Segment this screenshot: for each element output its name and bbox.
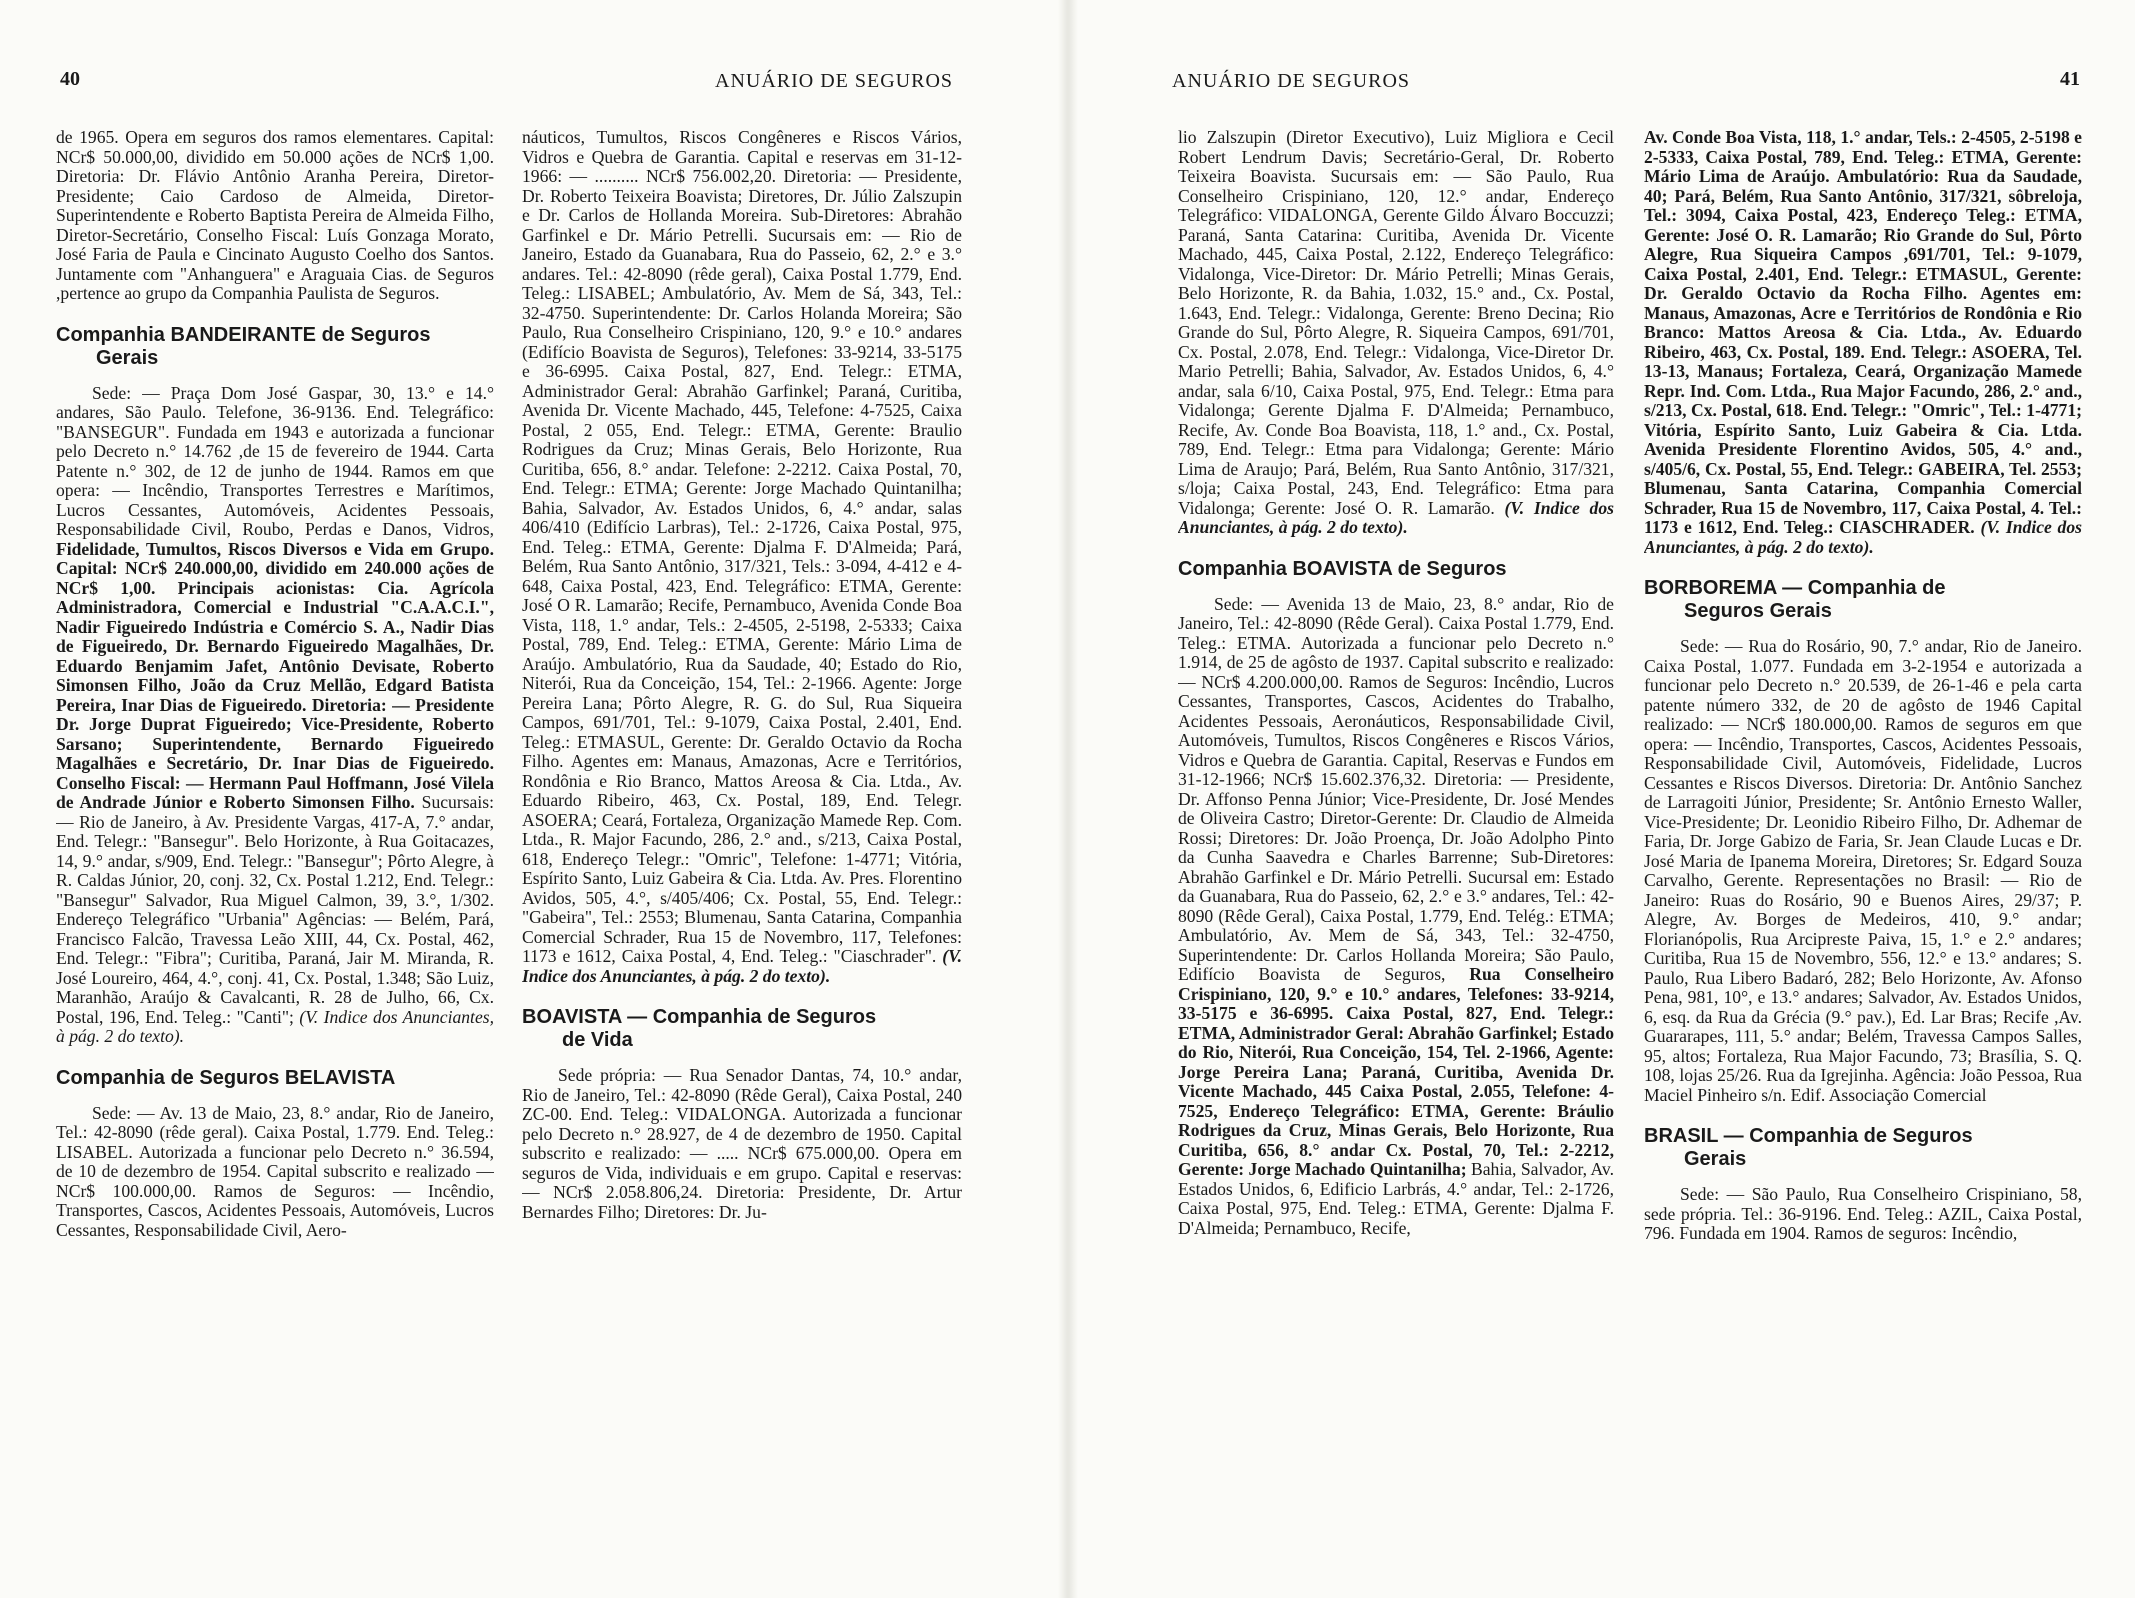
- section-heading-borborema: [1644, 577, 2082, 623]
- bold-text-run: Fidelidade, Tumultos, Riscos Diversos e Vida em Grupo. Capital: NCr$ 240.000,00, dividido em 240.000 ações de NCr$ 1,00. Principais acionistas: Cia. Agrícola Administradora, Comercial e Industrial "C.A.A.C.I.", Nadir Figueiredo Indústria e Comércio S. A., Nadir Dias de Figueiredo, Dr. Bernardo Figueiredo Magalhães, Dr. Eduardo Benjamim Jafet, Antônio Devisate, Roberto Simonsen Filho, João da Cruz Mellão, Edgard Batista Pereira, Inar Dias de Figueiredo. Diretoria: — Presidente Dr. Jorge Duprat Figueiredo; Vice-Presidente, Roberto Sarsano; Superintendente, Bernardo Figueiredo Magalhães e Secretário, Dr. Inar Dias de Figueiredo. Conselho Fiscal: — Hermann Paul Hoffmann, José Vilela de Andrade Júnior e Roberto Simonsen Filho.: [56, 538, 494, 812]
- paragraph: [1178, 595, 1614, 1239]
- left-page-column-1: [56, 128, 494, 1588]
- text-run: lio Zalszupin (Diretor Executivo), Luiz Migliora e Cecil Robert Lendrum Davis; Secretário-Geral, Dr. Roberto Teixeira Boavista. Sucursais em: — São Paulo, Rua Conselheiro Crispiniano, 120, 12.° andar, Endereço Telegráfico: VIDALONGA, Gerente Gildo Álvaro Boccuzzi; Paraná, Santa Catarina: Curitiba, Avenida Dr. Vicente Machado, 445, Caixa Postal, 2.122, Endereço Telegráfico: Vidalonga, Vice-Diretor: Dr. Mário Petrelli; Minas Gerais, Belo Horizonte, R. da Bahia, 1.032, 15.° and., Cx. Postal, 1.643, End. Telegr.: Vidalonga, Gerente: Breno Decina; Rio Grande do Sul, Pôrto Alegre, R. Siqueira Campos, 691/701, Cx. Postal, 2.078, End. Telegr.: Vidalonga, Vice-Diretor Dr. Mario Petrelli; Bahia, Salvador, Av. Estados Unidos, 6, 4.° andar, sala 6/10, Caixa Postal, 975, End. Telegr.: Etma para Vidalonga; Gerente Djalma F. D'Almeida; Pernambuco, Recife, Av. Conde Boa Boavista, 118, 1.° and., Cx. Postal, 789, End. Telegr.: Etma para Vidalonga; Gerente: Mário Lima de Araujo; Pará, Belém, Rua Santo Antônio, 317/321, s/loja; Caixa Postal, 243, End. Telegráfico: Etma para Vidalonga; Gerente: José O. R. Lamarão.: [1178, 128, 1614, 518]
- section-heading-boavista-vida: [522, 1006, 962, 1052]
- paragraph: de 1965. Opera em seguros dos ramos elementares. Capital: NCr$ 50.000,00, dividido em 50.000 ações de NCr$ 1,00. Diretoria: Dr. Flávio Antônio Aranha Pereira, Diretor-Presidente; Caio Cardoso de Almeida, Diretor-Superintendente e Roberto Baptista Pereira de Almeida Filho, Diretor-Secretário, Conselho Fiscal: Luís Gonzaga Morato, José Faria de Paula e Cincinato Augusto Coelho dos Santos. Juntamente com "Anhanguera" e Araguaia Cias. de Seguros ,pertence ao grupo da Companhia Paulista de Seguros.: [56, 128, 494, 303]
- italic-reference: (V. Indice dos Anunciantes, à pág. 2 do texto).: [522, 946, 962, 986]
- bold-text-run: Rua Conselheiro Crispiniano, 120, 9.° e 10.° andares, Telefones: 33-9214, 33-5175 e 36-6995. Caixa Postal, 827, End. Telegr.: ETMA, Administrador Geral: Abrahão Garfinkel; Estado do Rio, Niterói, Rua Conceição, 154, Tel. 2-1966, Agente: Jorge Pereira Lana; Paraná, Curitiba, Avenida Dr. Vicente Machado, 445 Caixa Postal, 2.055, Telefone: 4-7525, Endereço Telegráfico: ETMA, Gerente: Bráulio Rodrigues da Cruz, Minas Gerais, Belo Horizonte, Rua Curitiba, 656, 8.° andar Cx. Postal, 70, Tel.: 2-2212, Gerente: Jorge Machado Quintanilha;: [1178, 964, 1614, 1179]
- paragraph: [1644, 128, 2082, 557]
- heading-line: de Vida: [562, 1029, 633, 1051]
- text-run: Bahia, Salvador, Av. Estados Unidos, 6, Edificio Larbrás, 4.° andar, Tel.: 2-1726, Caixa Postal, 975, End. Teleg.: ETMA, Gerente: Djalma F. D'Almeida; Pernambuco, Recife,: [1178, 1159, 1614, 1238]
- heading-line: Companhia de Seguros BELAVISTA: [56, 1066, 396, 1089]
- italic-reference: (V. Indice dos Anunciantes, à pág. 2 do texto).: [56, 1006, 494, 1046]
- bold-text-run: Av. Conde Boa Vista, 118, 1.° andar, Tels.: 2-4505, 2-5198 e 2-5333, Caixa Postal, 789, End. Teleg.: ETMA, Gerente: Mário Lima de Araújo. Ambulatório: Rua da Saudade, 40; Pará, Belém, Rua Santo Antônio, 317/321, sôbreloja, Tel.: 3094, Caixa Postal, 423, Endereço Teleg.: ETMA, Gerente: José O. R. Lamarão; Rio Grande do Sul, Pôrto Alegre, Rua Siqueira Campos ,691/701, Tel.: 9-1079, Caixa Postal, 2.401, End. Telegr.: ETMASUL, Gerente: Dr. Geraldo Octavio da Rocha Filho. Agentes em: Manaus, Amazonas, Acre e Territórios de Rondônia e Rio Branco: Mattos Areosa & Cia. Ltda., Av. Eduardo Ribeiro, 463, Cx. Postal, 189. End. Telegr.: ASOERA, Tel. 13-13, Manaus; Fortaleza, Ceará, Organização Mamede Repr. Ind. Com. Ltda., Rua Major Facundo, 286, 2.° and., s/213, Cx. Postal, 618. End. Telegr.: "Omric", Tel.: 1-4771; Vitória, Espírito Santo, Luiz Gabeira & Cia. Ltda. Avenida Presidente Florentino Avidos, 505, 4.° and., s/405/6, Cx. Postal, 55, End. Telegr.: GABEIRA, Tel. 2553; Blumenau, Santa Catarina, Companhia Comercial Schrader, Rua 15 de Novembro, 117, Caixa Postal, 4. Tel.: 1173 e 1612, End. Teleg.: CIASCHRADER.: [1644, 128, 2082, 537]
- section-heading-brasil: [1644, 1125, 2082, 1171]
- text-run: náuticos, Tumultos, Riscos Congêneres e Riscos Vários, Vidros e Quebra de Garantia. Capital e reservas em 31-12-1966: — .......... NCr$ 756.002,20. Diretoria: — Presidente, Dr. Roberto Teixeira Boavista; Diretores, Dr. Júlio Zalszupin e Dr. Carlos de Hollanda Moreira. Sub-Diretores: Abrahão Garfinkel e Dr. Mário Petrelli. Sucursais em: — Rio de Janeiro, Estado da Guanabara, Rua do Passeio, 62, 2.° e 3.° andares. Tel.: 42-8090 (rêde geral), Caixa Postal 1.779, End. Teleg.: LISABEL; Ambulatório, Av. Mem de Sá, 343, Tel.: 32-4750. Superintendente: Dr. Carlos Holanda Moreira; São Paulo, Rua Conselheiro Crispiniano, 120, 9.° e 10.° andares (Edifício Boavista de Seguros), Telefones: 33-9214, 33-5175 e 36-6995. Caixa Postal, 827, End. Telegr.: ETMA, Administrador Geral: Abrahão Garfinkel; Paraná, Curitiba, Avenida Dr. Vicente Machado, 445, Telefone: 4-7525, Caixa Postal, 2 055, End. Telegr.: ETMA, Gerente: Braulio Rodrigues da Cruz; Minas Gerais, Belo Horizonte, Rua Curitiba, 656, 8.° andar. Telefone: 2-2212. Caixa Postal, 70, End. Telegr.: ETMA; Gerente: Jorge Machado Quintanilha; Bahia, Salvador, Av. Estados Unidos, 6, 4.° andar, salas 406/410 (Edifício Larbras), Tel.: 2-1726, Caixa Postal, 975, End. Teleg.: ETMA, Gerente: Djalma F. D'Almeida; Pará, Belém, Rua Santo Antônio, 317/321, Tels.: 3-094, 4-412 e 4-648, Caixa Postal, 423, End. Telegráfico: ETMA, Gerente: José O R. Lamarão; Recife, Pernambuco, Avenida Conde Boa Vista, 118, 1.° andar, Tels.: 2-4505, 2-5198, 2-5333; Caixa Postal, 789, End. Teleg.: ETMA, Gerente: Mário Lima de Araújo. Ambulatório, Rua da Saudade, 40; Estado do Rio, Niterói, Rua da Conceição, 154, Tel.: 2-1966. Agente: Jorge Pereira Lana; Pôrto Alegre, R. G. do Sul, Rua Siqueira Campos, 691/701, Tel.: 9-1079, Caixa Postal, 2.401, End. Teleg.: ETMASUL, Gerente: Dr. Geraldo Octavio da Rocha Filho. Agentes em: Manaus, Amazonas, Acre e Territórios, Rondônia e Rio Branco, Mattos Areosa & Cia. Ltda., Av. Eduardo Ribeiro, 463, Cx. Postal, 189, End. Telegr. ASOERA; Ceará, Fortaleza, Organização Mamede Rep. Com. Ltda., R. Major Facundo, 286, 2.° and., s/213, Caixa Postal, 618, Endereço Telegr.: "Omric", Telefone: 1-4771; Vitória, Espírito Santo, Luiz Gabeira & Cia. Ltda. Av. Pres. Florentino Avidos, 505, 4.°, s/405/406; Cx. Postal, 55, End. Telegr.: "Gabeira", Tel.: 2553; Blumenau, Santa Catarina, Companhia Comercial Schrader, Rua 15 de Novembro, 117, Telefones: 1173 e 1612, Caixa Postal, 4, End. Teleg.: "Ciaschrader".: [522, 128, 962, 966]
- italic-reference: (V. Indice dos Anunciantes, à pág. 2 do texto).: [1644, 517, 2082, 557]
- text-run: Sede: — Praça Dom José Gaspar, 30, 13.° e 14.° andares, São Paulo. Telefone, 36-9136. End. Telegráfico: "BANSEGUR". Fundada em 1943 e autorizada a funcionar pelo Decreto n.° 14.762 ,de 15 de fevereiro de 1944. Carta Patente n.° 302, de 12 de junho de 1944. Ramos em que opera: — Incêndio, Transportes Terrestres e Marítimos, Lucros Cessantes, Automóveis, Acidentes Pessoais, Responsabilidade Civil, Roubo, Perdas e Danos, Vidros,: [56, 382, 494, 539]
- heading-line: Gerais: [1684, 1148, 1747, 1170]
- heading-line: Companhia BANDEIRANTE de Seguros: [56, 323, 431, 346]
- section-heading-boavista: [1178, 558, 1614, 581]
- paragraph: Sede: — São Paulo, Rua Conselheiro Crispiniano, 58, sede própria. Tel.: 36-9196. End. Teleg.: AZIL, Caixa Postal, 796. Fundada em 1904. Ramos de seguros: Incêndio,: [1644, 1184, 2082, 1243]
- paragraph: [1178, 128, 1614, 538]
- right-page-column-2: [1644, 128, 2082, 1588]
- page-number: 41: [2060, 68, 2080, 90]
- running-head: ANUÁRIO DE SEGUROS: [715, 70, 954, 92]
- heading-line: BORBOREMA — Companhia de: [1644, 577, 1946, 599]
- page-number: 40: [60, 68, 80, 90]
- right-page: [1075, 0, 2135, 1598]
- heading-line: Gerais: [96, 346, 159, 369]
- heading-line: BOAVISTA — Companhia de Seguros: [522, 1006, 877, 1028]
- running-head: ANUÁRIO DE SEGUROS: [1172, 70, 1411, 92]
- paragraph: [522, 128, 962, 986]
- heading-line: BRASIL — Companhia de Seguros: [1644, 1125, 1973, 1147]
- paragraph: Sede própria: — Rua Senador Dantas, 74, 10.° andar, Rio de Janeiro, Tel.: 42-8090 (Rêde Geral), Caixa Postal, 240 ZC-00. End. Teleg.: VIDALONGA. Autorizada a funcionar pelo Decreto n.° 28.927, de 4 de dezembro de 1950. Capital subscrito e realizado: — ..... NCr$ 675.000,00. Opera em seguros de Vida, individuais e em grupo. Capital e reservas: — NCr$ 2.058.806,24. Diretoria: Presidente, Dr. Artur Bernardes Filho; Diretores: Dr. Ju-: [522, 1065, 962, 1222]
- left-page-column-2: [522, 128, 962, 1588]
- heading-line: Seguros Gerais: [1684, 600, 1832, 622]
- left-page: [0, 0, 1060, 1598]
- italic-reference: (V. Indice dos Anunciantes, à pág. 2 do texto).: [1178, 497, 1614, 537]
- paragraph: [56, 384, 494, 1047]
- right-page-column-1: [1178, 128, 1614, 1588]
- text-run: Sucursais: — Rio de Janeiro, à Av. Presidente Vargas, 417-A, 7.° andar, End. Telegr.: "Bansegur". Belo Horizonte, à Rua Goitacazes, 14, 9.° andar, s/909, End. Telegr.: "Bansegur"; Pôrto Alegre, à R. Caldas Júnior, 20, conj. 32, Cx. Postal 1.212, End. Telegr.: "Bansegur" Salvador, Rua Miguel Calmon, 39, 3.°, 1/302. Endereço Telegráfico "Urbania" Agências: — Belém, Pará, Francisco Falcão, Travessa Leão XIII, 44, Cx. Postal, 462, End. Telegr.: "Fibra"; Curitiba, Paraná, Jair M. Miranda, R. José Loureiro, 464, 4.°, conj. 41, Cx. Postal, 1.348; São Luiz, Maranhão, Araújo & Cavalcanti, R. 28 de Julho, 66, Cx. Postal, 196, End. Teleg.: "Canti";: [56, 792, 494, 1027]
- paragraph: Sede: — Rua do Rosário, 90, 7.° andar, Rio de Janeiro. Caixa Postal, 1.077. Fundada em 3-2-1954 e autorizada a funcionar pelo Decreto n.° 20.539, de 26-1-46 e pela carta patente número 332, de 20 de agôsto de 1946 Capital realizado: — NCr$ 180.000,00. Ramos de seguros em que opera: — Incêndio, Transportes, Cascos, Acidentes Pessoais, Responsabilidade Civil, Automóveis, Fidelidade, Lucros Cessantes e Riscos Diversos. Diretoria: Dr. Antônio Sanchez de Larragoiti Júnior, Presidente; Sr. Antônio Ernesto Waller, Vice-Presidente; Dr. Leonidio Ribeiro Filho, Dr. Adhemar de Faria, Dr. Jorge Gabizo de Faria, Sr. Jean Claude Lucas e Dr. José Maria de Ipanema Moreira, Diretores; Sr. Edgard Souza Carvalho, Gerente. Representações no Brasil: — Rio de Janeiro: Ruas do Rosário, 90 e Buenos Aires, 29/37; P. Alegre, Av. Borges de Medeiros, 410, 9.° andar; Florianópolis, Rua Arcipreste Paiva, 15, 1.° e 2.° andares; Curitiba, Rua 15 de Novembro, 556, 12.° e 13.° andares; S. Paulo, Rua Libero Badaró, 282; Belo Horizonte, Av. Afonso Pena, 981, 10°, e 13.° andares; Salvador, Av. Estados Unidos, 6, esq. da Rua da Grécia (9.° pav.), Ed. Lar Bras; Recife ,Av. Guararapes, 111, 5.° andar; Belém, Travessa Campos Salles, 95, altos; Fortaleza, Rua Major Facundo, 73; Brasília, S. Q. 108, lojas 25/26. Rua da Igrejinha. Agência: João Pessoa, Rua Maciel Pinheiro s/n. Edif. Associação Comercial: [1644, 636, 2082, 1105]
- heading-line: Companhia BOAVISTA de Seguros: [1178, 557, 1507, 580]
- paragraph: Sede: — Av. 13 de Maio, 23, 8.° andar, Rio de Janeiro, Tel.: 42-8090 (rêde geral). Caixa Postal, 1.779. End. Teleg.: LISABEL. Autorizada a funcionar pelo Decreto n.° 36.594, de 10 de dezembro de 1954. Capital subscrito e realizado — NCr$ 100.000,00. Ramos de Seguros: — Incêndio, Transportes, Cascos, Acidentes Pessoais, Automóveis, Lucros Cessantes, Responsabilidade Civil, Aero-: [56, 1102, 494, 1240]
- text-run: Sede: — Avenida 13 de Maio, 23, 8.° andar, Rio de Janeiro, Tel.: 42-8090 (Rêde Geral). Caixa Postal 1.779, End. Teleg.: ETMA. Autorizada a funcionar pelo Decreto n.° 1.914, de 25 de agôsto de 1937. Capital subscrito e realizado: — NCr$ 4.200.000,00. Ramos de Seguros: Incêndio, Lucros Cessantes, Transportes, Cascos, Acidentes do Trabalho, Acidentes Pessoais, Aeronáuticos, Responsabilidade Civil, Automóveis, Tumultos, Riscos Congêneres e Riscos Vários, Vidros e Quebra de Garantia. Capital, Reservas e Fundos em 31-12-1966; NCr$ 15.602.376,32. Diretoria: — Presidente, Dr. Affonso Penna Júnior; Vice-Presidente, Dr. José Mendes de Oliveira Castro; Diretor-Gerente: Dr. Claudio de Almeida Rossi; Diretores: Dr. João Proença, Dr. João Adolpho Pinto da Cunha Saavedra e Charles Barrenne; Sub-Diretores: Abrahão Garfinkel e Dr. Mário Petrelli. Sucursal em: Estado da Guanabara, Rua do Passeio, 62, 2.° e 3.° andares, Tel.: 42-8090 (Rêde Geral), Caixa Postal, 1.779, End. Telég.: ETMA; Ambulatório, Av. Mem de Sá, 343, Tel.: 32-4750, Superintendente: Dr. Carlos Hollanda Moreira; São Paulo, Edifício Boavista de Seguros,: [1178, 593, 1614, 984]
- section-heading-bandeirante: [56, 324, 494, 370]
- section-heading-belavista: [56, 1067, 494, 1090]
